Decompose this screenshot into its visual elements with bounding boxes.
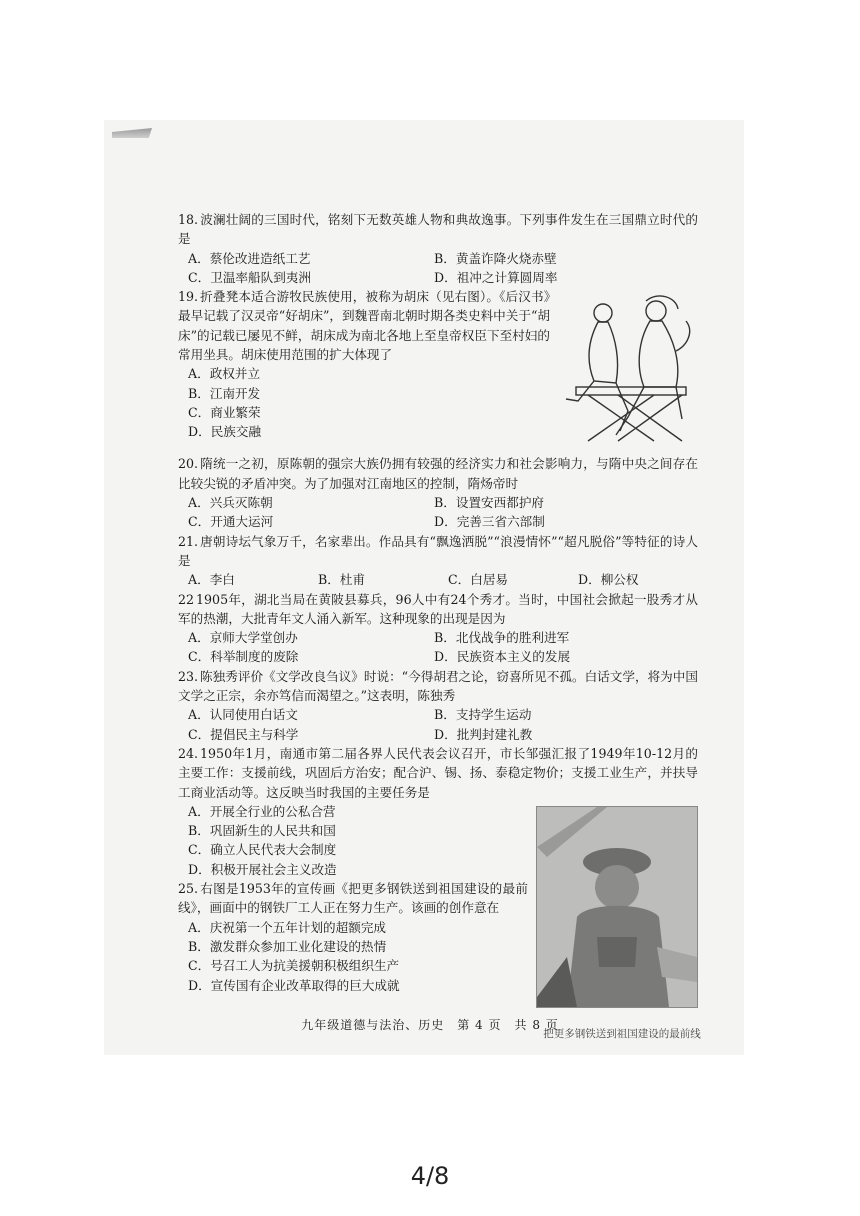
question-number: 25. <box>178 881 199 897</box>
page-indicator: 4/8 <box>410 1162 450 1190</box>
options <box>178 493 698 532</box>
option-c[interactable]: C．科举制度的废除 <box>188 649 299 665</box>
poster-caption: 把更多钢铁送到祖国建设的最前线 <box>543 1027 701 1040</box>
option-a[interactable]: A．认同使用白话文 <box>188 707 298 723</box>
question-stem: 右图是1953年的宣传画《把更多钢铁送到祖国建设的最前线》，画面中的钢铁厂工人正在努力生产。该画的创作意在 <box>178 881 528 916</box>
question-25 <box>178 879 528 995</box>
question-stem: 隋统一之初，原陈朝的强宗大族仍拥有较强的经济实力和社会影响力，与隋中央之间存在比较尖锐的矛盾冲突。为了加强对江南地区的控制，隋炀帝时 <box>178 456 698 491</box>
question-number: 21. <box>178 533 199 549</box>
page-footer: 九年级道德与法治、历史 第 4 页 共 8 页 <box>301 1018 559 1032</box>
option-c[interactable]: C．确立人民代表大会制度 <box>188 842 337 858</box>
question-21 <box>178 532 698 590</box>
question-number: 23. <box>178 668 199 684</box>
option-a[interactable]: A．开展全行业的公私合营 <box>188 803 336 819</box>
option-c[interactable]: C．白居易 <box>448 572 509 588</box>
option-a[interactable]: A．政权并立 <box>188 366 261 382</box>
option-b[interactable]: B．激发群众参加工业化建设的热情 <box>188 938 387 954</box>
option-d[interactable]: D．民族交融 <box>188 424 262 440</box>
option-d[interactable]: D．批判封建礼教 <box>434 726 533 742</box>
options <box>178 628 698 667</box>
options <box>178 705 698 744</box>
hu-chuang-illustration <box>558 291 698 448</box>
option-d[interactable]: D．民族资本主义的发展 <box>434 649 571 665</box>
option-d[interactable]: D．柳公权 <box>578 572 639 588</box>
option-a[interactable]: A．庆祝第一个五年计划的超额完成 <box>188 919 387 935</box>
question-18 <box>178 210 698 287</box>
option-d[interactable]: D．积极开展社会主义改造 <box>188 861 337 877</box>
poster-image <box>536 806 701 1040</box>
question-stem: 唐朝诗坛气象万千，名家辈出。作品具有“飘逸洒脱”“浪漫情怀”“超凡脱俗”等特征的诗人是 <box>178 533 698 568</box>
question-number: 22 <box>178 591 195 607</box>
option-d[interactable]: D．宣传国有企业改革取得的巨大成就 <box>188 977 400 993</box>
option-b[interactable]: B．北伐战争的胜利进军 <box>434 630 570 646</box>
option-a[interactable]: A．蔡伦改进造纸工艺 <box>188 250 311 266</box>
question-20 <box>178 454 698 531</box>
option-a[interactable]: A．京师大学堂创办 <box>188 630 298 646</box>
option-c[interactable]: C．开通大运河 <box>188 514 274 530</box>
question-stem: 波澜壮阔的三国时代，铭刻下无数英雄人物和典故逸事。下列事件发生在三国鼎立时代的是 <box>178 212 698 247</box>
option-b[interactable]: B．支持学生运动 <box>434 707 532 723</box>
question-number: 24. <box>178 745 199 761</box>
question-stem: 1950年1月，南通市第二届各界人民代表会议召开，市长邹强汇报了1949年10-12月的主要工作：支援前线，巩固后方治安；配合沪、锡、扬、泰稳定物价；支援工业生产，并扶导工商业活动等。这反映当时我国的主要任务是 <box>178 745 698 800</box>
option-c[interactable]: C．提倡民主与科学 <box>188 726 299 742</box>
steel-worker-image <box>537 807 697 1007</box>
question-stem: 1905年，湖北当局在黄陂县募兵，96人中有24个秀才。当时，中国社会掀起一股秀才从军的热潮，大批青年文人涌入新军。这种现象的出现是因为 <box>178 591 698 626</box>
option-c[interactable]: C．号召工人为抗美援朝积极组织生产 <box>188 958 400 974</box>
question-number: 18. <box>178 212 199 227</box>
option-c[interactable]: C．商业繁荣 <box>188 404 261 420</box>
option-b[interactable]: B．杜甫 <box>318 572 366 588</box>
option-b[interactable]: B．设置安西都护府 <box>434 495 545 511</box>
question-number: 19. <box>178 289 199 305</box>
option-b[interactable]: B．巩固新生的人民共和国 <box>188 823 336 839</box>
option-a[interactable]: A．李白 <box>188 572 235 588</box>
question-stem: 陈独秀评价《文学改良刍议》时说：“今得胡君之论，窃喜所见不孤。白话文学，将为中国文学之正宗，余亦笃信而渴望之。”这表明，陈独秀 <box>178 668 698 704</box>
option-b[interactable]: B．江南开发 <box>188 385 261 401</box>
folding-stool-figures-image <box>558 291 698 443</box>
question-23 <box>178 667 698 744</box>
question-stem: 折叠凳本适合游牧民族使用，被称为胡床（见右图）。《后汉书》最早记载了汉灵帝“好胡床”，到魏晋南北朝时期各类史料中关于“胡床”的记载已屡见不鲜，胡床成为南北各地上至皇帝权臣下至村妇的常用坐具。胡床使用范围的扩大体现了 <box>178 289 550 363</box>
option-b[interactable]: B．黄盖诈降火烧赤壁 <box>434 250 557 266</box>
options <box>178 918 528 995</box>
option-a[interactable]: A．兴兵灭陈朝 <box>188 495 273 511</box>
question-22 <box>178 590 698 667</box>
option-c[interactable]: C．卫温率船队到夷洲 <box>188 269 311 285</box>
options <box>178 570 698 589</box>
propaganda-poster <box>536 806 701 1040</box>
question-19 <box>178 287 698 454</box>
option-d[interactable]: D．完善三省六部制 <box>434 514 545 530</box>
question-number: 20. <box>178 456 199 472</box>
option-d[interactable]: D．祖冲之计算圆周率 <box>434 269 558 285</box>
options <box>178 249 698 288</box>
